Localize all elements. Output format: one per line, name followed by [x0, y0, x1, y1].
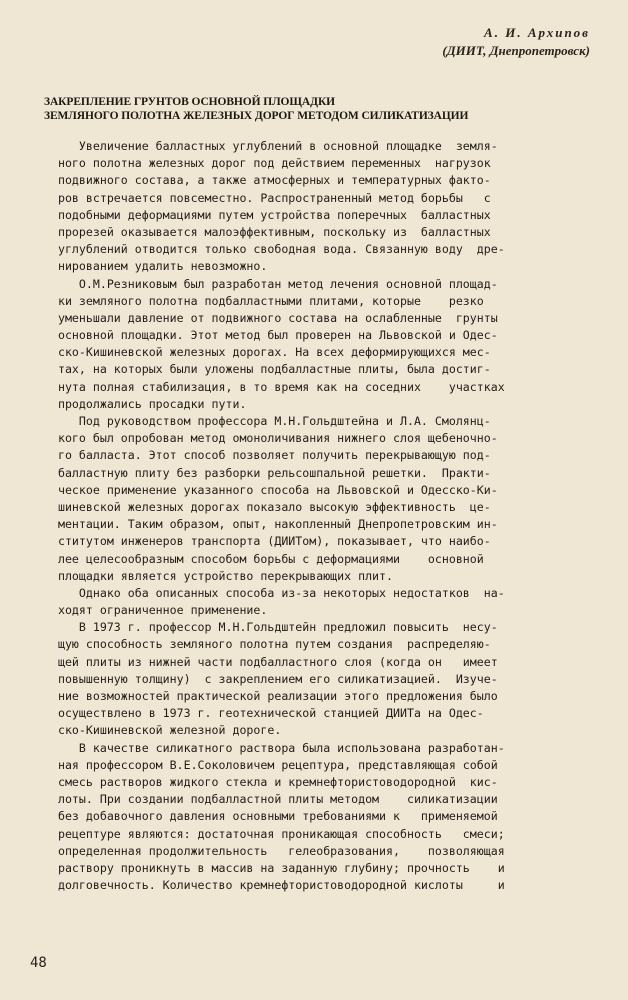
- body-line: нированием удалить невозможно.: [44, 259, 268, 274]
- body-line: В качестве силикатного раствора была использована разработан-: [44, 740, 505, 755]
- author-block: [442, 24, 590, 60]
- body-line: лее целесообразным способом борьбы с деформациями основной: [44, 551, 484, 566]
- body-line: рецептуре являются: достаточная проникающая способность смеси;: [44, 826, 505, 841]
- body-line: ного полотна железных дорог под действием переменных нагрузок: [44, 156, 491, 171]
- page-number: 48: [30, 955, 47, 971]
- author-name: А. И. Архипов: [484, 25, 590, 40]
- body-line: О.М.Резниковым был разработан метод лечения основной площад-: [44, 276, 498, 291]
- body-line: определенная продолжительность гелеобразования, позволяющая: [44, 843, 505, 858]
- body-line: тах, на которых были уложены подбалластные плиты, была достиг-: [44, 362, 491, 377]
- body-line: В 1973 г. профессор М.Н.Гольдштейн предложил повысить несу-: [44, 620, 498, 635]
- body-line: долговечность. Количество кремнефтористоводородной кислоты и: [44, 878, 505, 893]
- body-line: шиневской железных дорогах показало высокую эффективность це-: [44, 499, 491, 514]
- body-line: Под руководством профессора М.Н.Гольдштейна и Л.А. Смолянц-: [44, 414, 491, 428]
- body-line: балластную плиту без разборки рельсошпальной решетки. Практи-: [44, 465, 491, 480]
- body-line: го балласта. Этот способ позволяет получить перекрывающую под-: [44, 448, 491, 463]
- author-affiliation: (ДИИТ, Днепропетровск): [442, 43, 590, 58]
- body-line: ско-Кишиневской железных дорогах. На всех деформирующихся мес-: [44, 345, 491, 360]
- body-line: подвижного состава, а также атмосферных и температурных факто-: [44, 173, 491, 188]
- body-line: площадки является устройство перекрывающих плит.: [44, 568, 394, 583]
- body-line: ческое применение указанного способа на Львовской и Одесско-Ки-: [44, 482, 498, 497]
- body-line: ходят ограниченное применение.: [44, 603, 268, 618]
- body-line: ститутом инженеров транспорта (ДИИТом), показывает, что наибо-: [44, 534, 491, 549]
- title-line-2: ЗЕМЛЯНОГО ПОЛОТНА ЖЕЛЕЗНЫХ ДОРОГ МЕТОДОМ СИЛИКАТИЗАЦИИ: [44, 110, 469, 122]
- body-line: ная профессором В.Е.Соколовичем рецептура, представляющая собой: [44, 757, 498, 772]
- body-line: ско-Кишиневской железной дороге.: [44, 723, 282, 738]
- title-line-1: ЗАКРЕПЛЕНИЕ ГРУНТОВ ОСНОВНОЙ ПЛОЩАДКИ: [44, 96, 336, 108]
- body-line: без добавочного давления основными требованиями к применяемой: [44, 809, 498, 824]
- body-line: щей плиты из нижней части подбалластного слоя (когда он имеет: [44, 654, 498, 669]
- body-line: Однако оба описанных способа из-за некоторых недостатков на-: [44, 585, 505, 600]
- body-line: продолжались просадки пути.: [44, 396, 247, 411]
- body-line: нута полная стабилизация, в то время как на соседних участках: [44, 379, 505, 394]
- body-line: прорезей оказывается малоэффективным, поскольку из балластных: [44, 224, 491, 239]
- body-line: ров встречается повсеместно. Распространенный метод борьбы с: [44, 190, 491, 205]
- article-body: [44, 138, 592, 894]
- article-title: [44, 95, 604, 123]
- body-line: раствору проникнуть в массив на заданную глубину; прочность и: [44, 860, 505, 875]
- body-line: уменьшали давление от подвижного состава на ослабленные грунты: [44, 310, 498, 325]
- body-line: лоты. При создании подбалластной плиты методом силикатизации: [44, 792, 498, 807]
- body-line: углублений отводится только свободная вода. Связанную воду дре-: [44, 242, 505, 257]
- body-line: ние возможностей практической реализации этого предложения было: [44, 689, 498, 703]
- body-line: основной площадки. Этот метод был проверен на Львовской и Одес-: [44, 328, 498, 343]
- body-line: ментации. Таким образом, опыт, накопленный Днепропетровским ин-: [44, 517, 498, 532]
- body-line: кого был опробован метод омоноличивания нижнего слоя щебеночно-: [44, 431, 498, 446]
- body-line: подобными деформациями путем устройства поперечных балластных: [44, 207, 491, 222]
- body-line: Увеличение балластных углублений в основной площадке земля-: [44, 139, 498, 153]
- body-line: повышенную толщину) с закреплением его силикатизацией. Изуче-: [44, 671, 498, 686]
- body-line: осуществлено в 1973 г. геотехнической станцией ДИИТа на Одес-: [44, 706, 484, 721]
- body-line: щую способность земляного полотна путем создания распределяю-: [44, 637, 491, 652]
- body-line: ки земляного полотна подбалластными плитами, которые резко: [44, 293, 484, 308]
- body-line: смесь растворов жидкого стекла и кремнефтористоводородной кис-: [44, 774, 498, 789]
